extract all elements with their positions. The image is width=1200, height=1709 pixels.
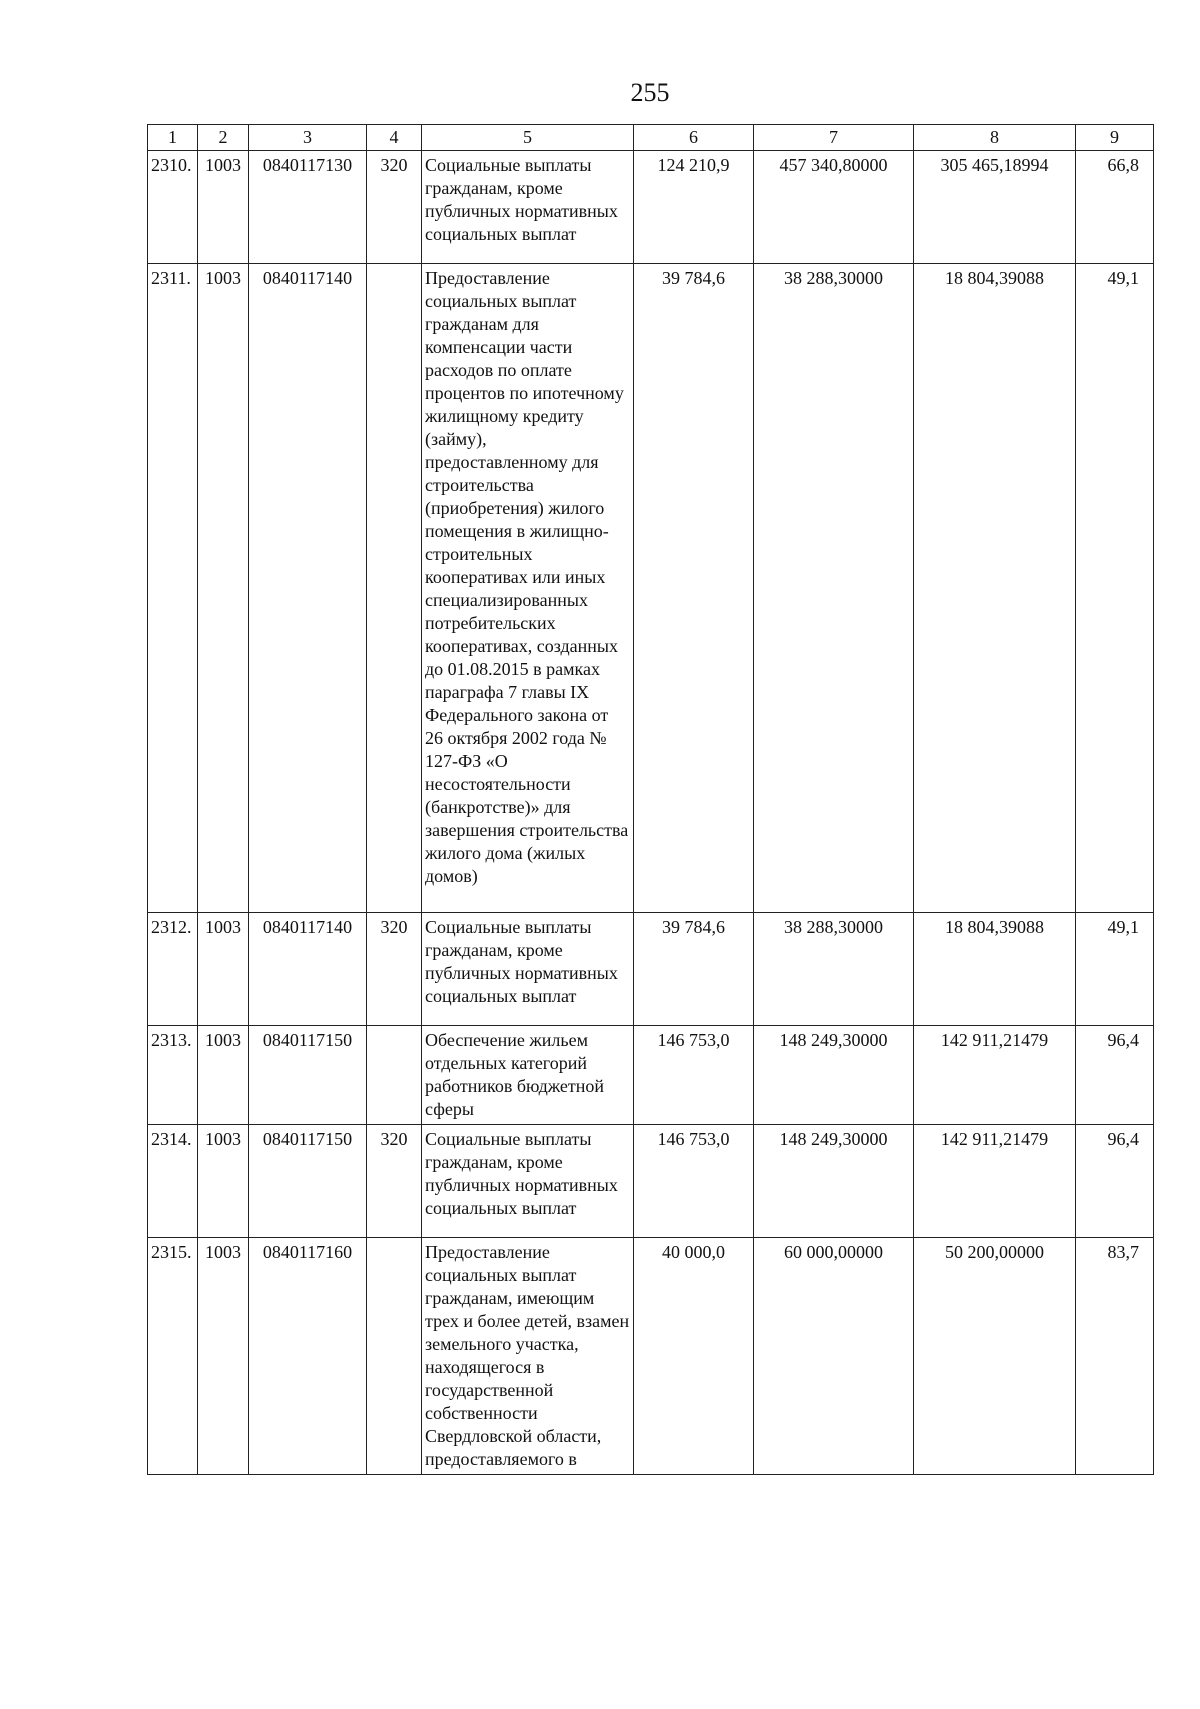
target-code: 0840117140 xyxy=(249,264,367,913)
header-cell: 2 xyxy=(198,125,249,151)
expense-kind-code: 320 xyxy=(367,913,422,1026)
expense-kind-code: 320 xyxy=(367,151,422,264)
table-row xyxy=(148,1238,1154,1475)
target-code: 0840117160 xyxy=(249,1238,367,1475)
percent-value: 83,7 xyxy=(1076,1238,1154,1475)
executed-value: 18 804,39088 xyxy=(914,913,1076,1026)
expense-kind-code xyxy=(367,1026,422,1125)
executed-value: 305 465,18994 xyxy=(914,151,1076,264)
expense-name: Обеспечение жильем отдельных категорий работников бюджетной сферы xyxy=(422,1026,634,1125)
row-number: 2312. xyxy=(148,913,198,1026)
target-code: 0840117140 xyxy=(249,913,367,1026)
target-code: 0840117130 xyxy=(249,151,367,264)
approved-value: 457 340,80000 xyxy=(754,151,914,264)
table-row xyxy=(148,1026,1154,1125)
approved-value: 148 249,30000 xyxy=(754,1026,914,1125)
page-number: 255 xyxy=(630,78,670,107)
target-code: 0840117150 xyxy=(249,1026,367,1125)
header-cell: 4 xyxy=(367,125,422,151)
expense-name: Социальные выплаты гражданам, кроме публичных нормативных социальных выплат xyxy=(422,913,634,1026)
approved-value: 38 288,30000 xyxy=(754,913,914,1026)
header-cell: 3 xyxy=(249,125,367,151)
plan-value: 40 000,0 xyxy=(634,1238,754,1475)
executed-value: 18 804,39088 xyxy=(914,264,1076,913)
section-code: 1003 xyxy=(198,1026,249,1125)
plan-value: 146 753,0 xyxy=(634,1026,754,1125)
approved-value: 38 288,30000 xyxy=(754,264,914,913)
expense-kind-code xyxy=(367,264,422,913)
header-cell: 9 xyxy=(1076,125,1154,151)
expense-kind-code xyxy=(367,1238,422,1475)
section-code: 1003 xyxy=(198,1238,249,1475)
plan-value: 146 753,0 xyxy=(634,1125,754,1238)
percent-value: 96,4 xyxy=(1076,1125,1154,1238)
expense-kind-code: 320 xyxy=(367,1125,422,1238)
percent-value: 49,1 xyxy=(1076,264,1154,913)
section-code: 1003 xyxy=(198,151,249,264)
expense-name: Социальные выплаты гражданам, кроме публичных нормативных социальных выплат xyxy=(422,151,634,264)
percent-value: 49,1 xyxy=(1076,913,1154,1026)
budget-table xyxy=(147,124,1154,1475)
table-row xyxy=(148,1125,1154,1238)
plan-value: 124 210,9 xyxy=(634,151,754,264)
executed-value: 142 911,21479 xyxy=(914,1026,1076,1125)
executed-value: 50 200,00000 xyxy=(914,1238,1076,1475)
expense-name: Предоставление социальных выплат гражданам, имеющим трех и более детей, взамен земельного участка, находящегося в государственной собственности Свердловской области, предоставляемого в xyxy=(422,1238,634,1475)
table-row xyxy=(148,264,1154,913)
header-cell: 6 xyxy=(634,125,754,151)
target-code: 0840117150 xyxy=(249,1125,367,1238)
header-cell: 7 xyxy=(754,125,914,151)
percent-value: 66,8 xyxy=(1076,151,1154,264)
section-code: 1003 xyxy=(198,1125,249,1238)
table-row xyxy=(148,151,1154,264)
header-row xyxy=(148,125,1154,151)
expense-name: Социальные выплаты гражданам, кроме публичных нормативных социальных выплат xyxy=(422,1125,634,1238)
row-number: 2314. xyxy=(148,1125,198,1238)
percent-value: 96,4 xyxy=(1076,1026,1154,1125)
header-cell: 1 xyxy=(148,125,198,151)
plan-value: 39 784,6 xyxy=(634,264,754,913)
approved-value: 148 249,30000 xyxy=(754,1125,914,1238)
plan-value: 39 784,6 xyxy=(634,913,754,1026)
header-cell: 8 xyxy=(914,125,1076,151)
approved-value: 60 000,00000 xyxy=(754,1238,914,1475)
expense-name: Предоставление социальных выплат гражданам для компенсации части расходов по оплате процентов по ипотечному жилищному кредиту (займу), предоставленному для строительства (приобретения) жилого помещения в жилищно-строительных кооперативах или иных специализированных потребительских кооперативах, созданных до 01.08.2015 в рамках параграфа 7 главы IX Федерального закона от 26 октября 2002 года № 127-ФЗ «О несостоятельности (банкротстве)» для завершения строительства жилого дома (жилых домов) xyxy=(422,264,634,913)
table-row xyxy=(148,913,1154,1026)
row-number: 2315. xyxy=(148,1238,198,1475)
header-cell: 5 xyxy=(422,125,634,151)
row-number: 2311. xyxy=(148,264,198,913)
row-number: 2310. xyxy=(148,151,198,264)
section-code: 1003 xyxy=(198,913,249,1026)
section-code: 1003 xyxy=(198,264,249,913)
row-number: 2313. xyxy=(148,1026,198,1125)
executed-value: 142 911,21479 xyxy=(914,1125,1076,1238)
